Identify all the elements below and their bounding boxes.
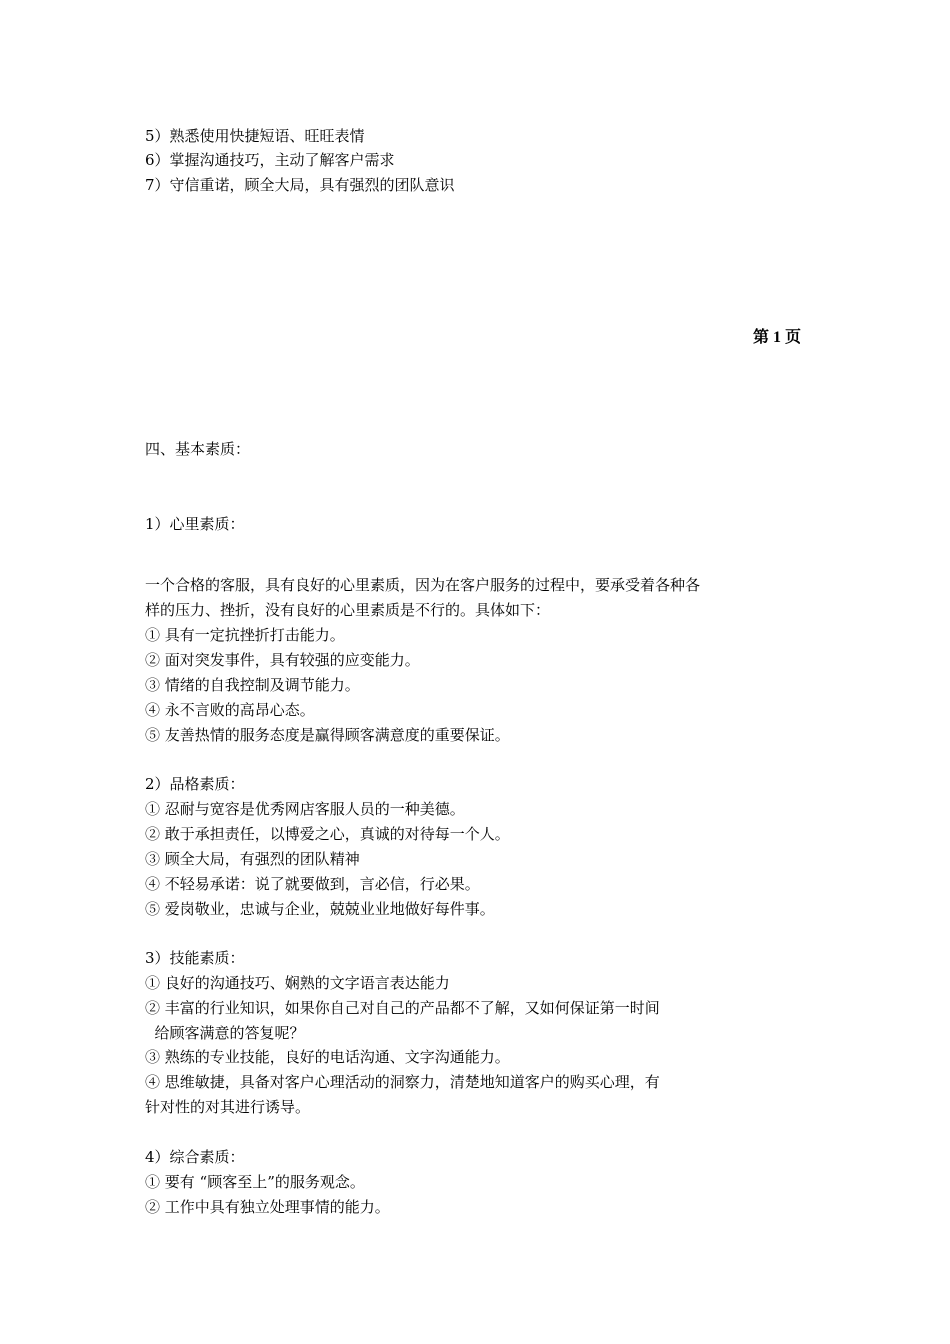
psychological-intro-line1: 一个合格的客服，具有良好的心里素质，因为在客户服务的过程中，要承受着各种各 [145,576,701,594]
skills-line: ③ 熟练的专业技能，良好的电话沟通、文字沟通能力。 [145,1048,510,1066]
list-item-7: 7）守信重诺，顾全大局，具有强烈的团队意识 [145,176,455,194]
comprehensive-item: ① 要有 “顾客至上”的服务观念。 [145,1173,365,1191]
psychological-item: ③ 情绪的自我控制及调节能力。 [145,676,360,694]
skills-line: ① 良好的沟通技巧、娴熟的文字语言表达能力 [145,974,450,992]
skills-line: 给顾客满意的答复呢？ [145,1024,305,1042]
psychological-heading: 1）心里素质： [145,515,245,533]
list-item-6: 6）掌握沟通技巧，主动了解客户需求 [145,151,395,169]
psychological-item: ① 具有一定抗挫折打击能力。 [145,626,345,644]
character-heading: 2）品格素质： [145,775,245,793]
character-item: ② 敢于承担责任，以博爱之心，真诚的对待每一个人。 [145,825,510,843]
skills-heading: 3）技能素质： [145,949,245,967]
section-title: 四、基本素质： [145,440,251,458]
psychological-item: ⑤ 友善热情的服务态度是赢得顾客满意度的重要保证。 [145,726,510,744]
character-item: ⑤ 爱岗敬业，忠诚与企业，兢兢业业地做好每件事。 [145,900,495,918]
comprehensive-heading: 4）综合素质： [145,1148,245,1166]
character-item: ④ 不轻易承诺：说了就要做到，言必信，行必果。 [145,875,480,893]
list-item-5: 5）熟悉使用快捷短语、旺旺表情 [145,127,365,145]
psychological-item: ④ 永不言败的高昂心态。 [145,701,315,719]
skills-line: ④ 思维敏捷，具备对客户心理活动的洞察力，清楚地知道客户的购买心理，有 [145,1073,660,1091]
page-number: 第 1 页 [753,329,802,346]
skills-line: 针对性的对其进行诱导。 [145,1098,311,1116]
character-item: ③ 顾全大局，有强烈的团队精神 [145,850,360,868]
psychological-item: ② 面对突发事件，具有较强的应变能力。 [145,651,420,669]
comprehensive-item: ② 工作中具有独立处理事情的能力。 [145,1198,390,1216]
psychological-intro-line2: 样的压力、挫折，没有良好的心里素质是不行的。具体如下： [145,601,551,619]
skills-line: ② 丰富的行业知识，如果你自己对自己的产品都不了解，又如何保证第一时间 [145,999,660,1017]
character-item: ① 忍耐与宽容是优秀网店客服人员的一种美德。 [145,800,465,818]
